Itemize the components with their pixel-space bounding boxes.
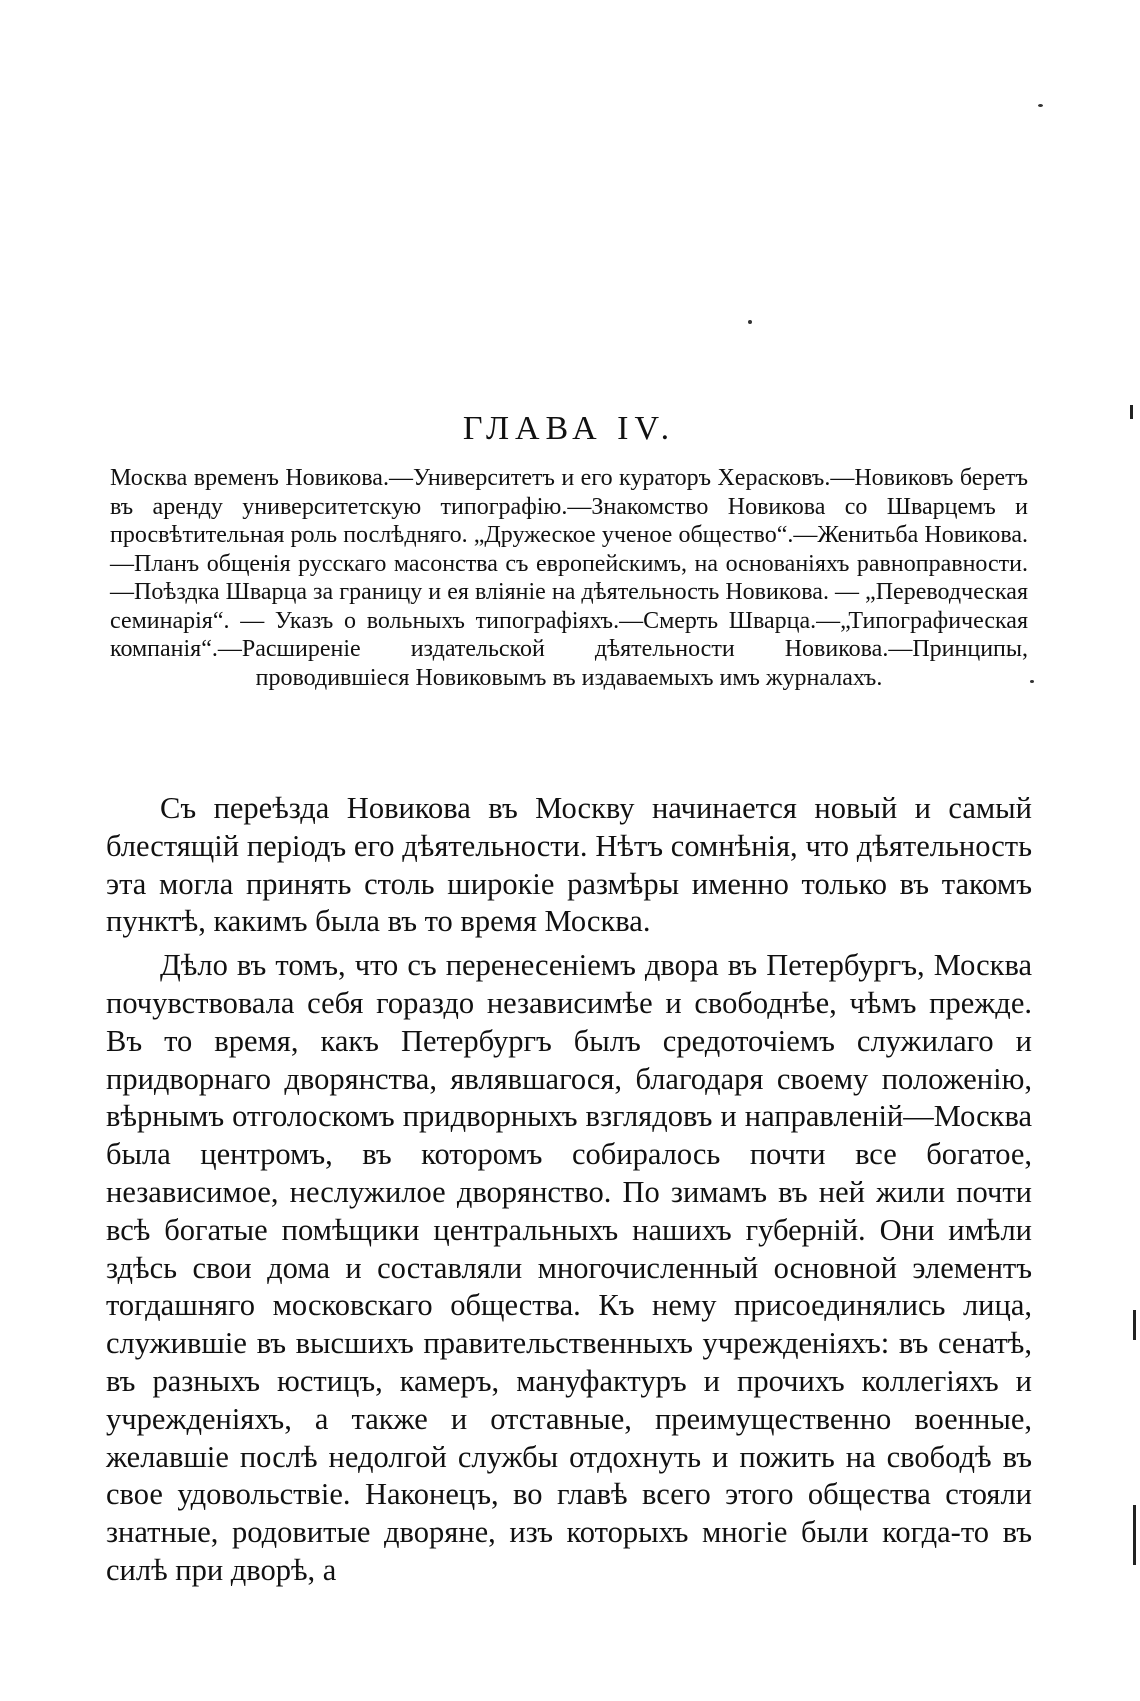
chapter-summary: Москва временъ Новикова.—Университетъ и его кураторъ Херасковъ.—Новиковъ беретъ въ аренду университетскую типографiю.—Знакомство Новикова со Шварцемъ и просвѣтительная роль послѣдняго. „Дружеское ученое общество“.—Женитьба Новикова.—Планъ общенiя русскаго масонства съ европейскимъ, на основанiяхъ равноправности.—Поѣздка Шварца за границу и ея влiянiе на дѣятельность Новикова. — „Переводческая семинарiя“. — Указъ о вольныхъ типографiяхъ.—Смерть Шварца.—„Типографическая компанiя“.—Расширенiе издательской дѣятельности Новикова.—Принципы, проводившiеся Новиковымъ въ издаваемыхъ имъ журналахъ.	[110, 465, 1028, 691]
scan-edge-mark	[1130, 405, 1133, 419]
book-page	[106, 0, 1032, 1701]
scan-edge-mark	[1133, 1505, 1136, 1565]
scan-speck	[1030, 680, 1034, 683]
paragraph-2: Дѣло въ томъ, что съ перенесенiемъ двора въ Петербургъ, Москва почувствовала себя гораздо независимѣе и свободнѣе, чѣмъ прежде. Въ то время, какъ Петербургъ былъ средоточiемъ служилаго и придворнаго дворянства, являвшагося, благодаря своему положенiю, вѣрнымъ отголоскомъ придворныхъ взглядовъ и направленiй—Москва была центромъ, въ которомъ собиралось почти все богатое, независимое, неслужилое дворянство. По зимамъ въ ней жили почти всѣ богатые помѣщики центральныхъ нашихъ губернiй. Они имѣли здѣсь свои дома и составляли многочисленный основной элементъ тогдашняго московскаго общества. Къ нему присоединялись лица, служившiе въ высшихъ правительственныхъ учрежденiяхъ: въ сенатѣ, въ разныхъ юстицъ, камеръ, мануфактуръ и прочихъ коллегiяхъ и учрежденiяхъ, а также и отставные, преимущественно военные, желавшiе послѣ недолгой службы отдохнуть и пожить на свободѣ въ свое удовольствiе. Наконецъ, во главѣ всего этого общества стояли знатные, родовитые дворяне, изъ которыхъ многiе были когда-то въ силѣ при дворѣ, а	[106, 948, 1032, 1587]
scan-speck	[1038, 104, 1043, 107]
scan-edge-mark	[1133, 1310, 1136, 1340]
chapter-title: ГЛАВА IV.	[462, 410, 676, 447]
scan-speck	[748, 320, 752, 324]
body-text	[106, 790, 1032, 1596]
paragraph-1: Съ переѣзда Новикова въ Москву начинается новый и самый блестящiй перiодъ его дѣятельности. Нѣтъ сомнѣнiя, что дѣятельность эта могла принять столь широкiе размѣры именно только въ такомъ пунктѣ, какимъ была въ то время Москва.	[106, 791, 1032, 939]
